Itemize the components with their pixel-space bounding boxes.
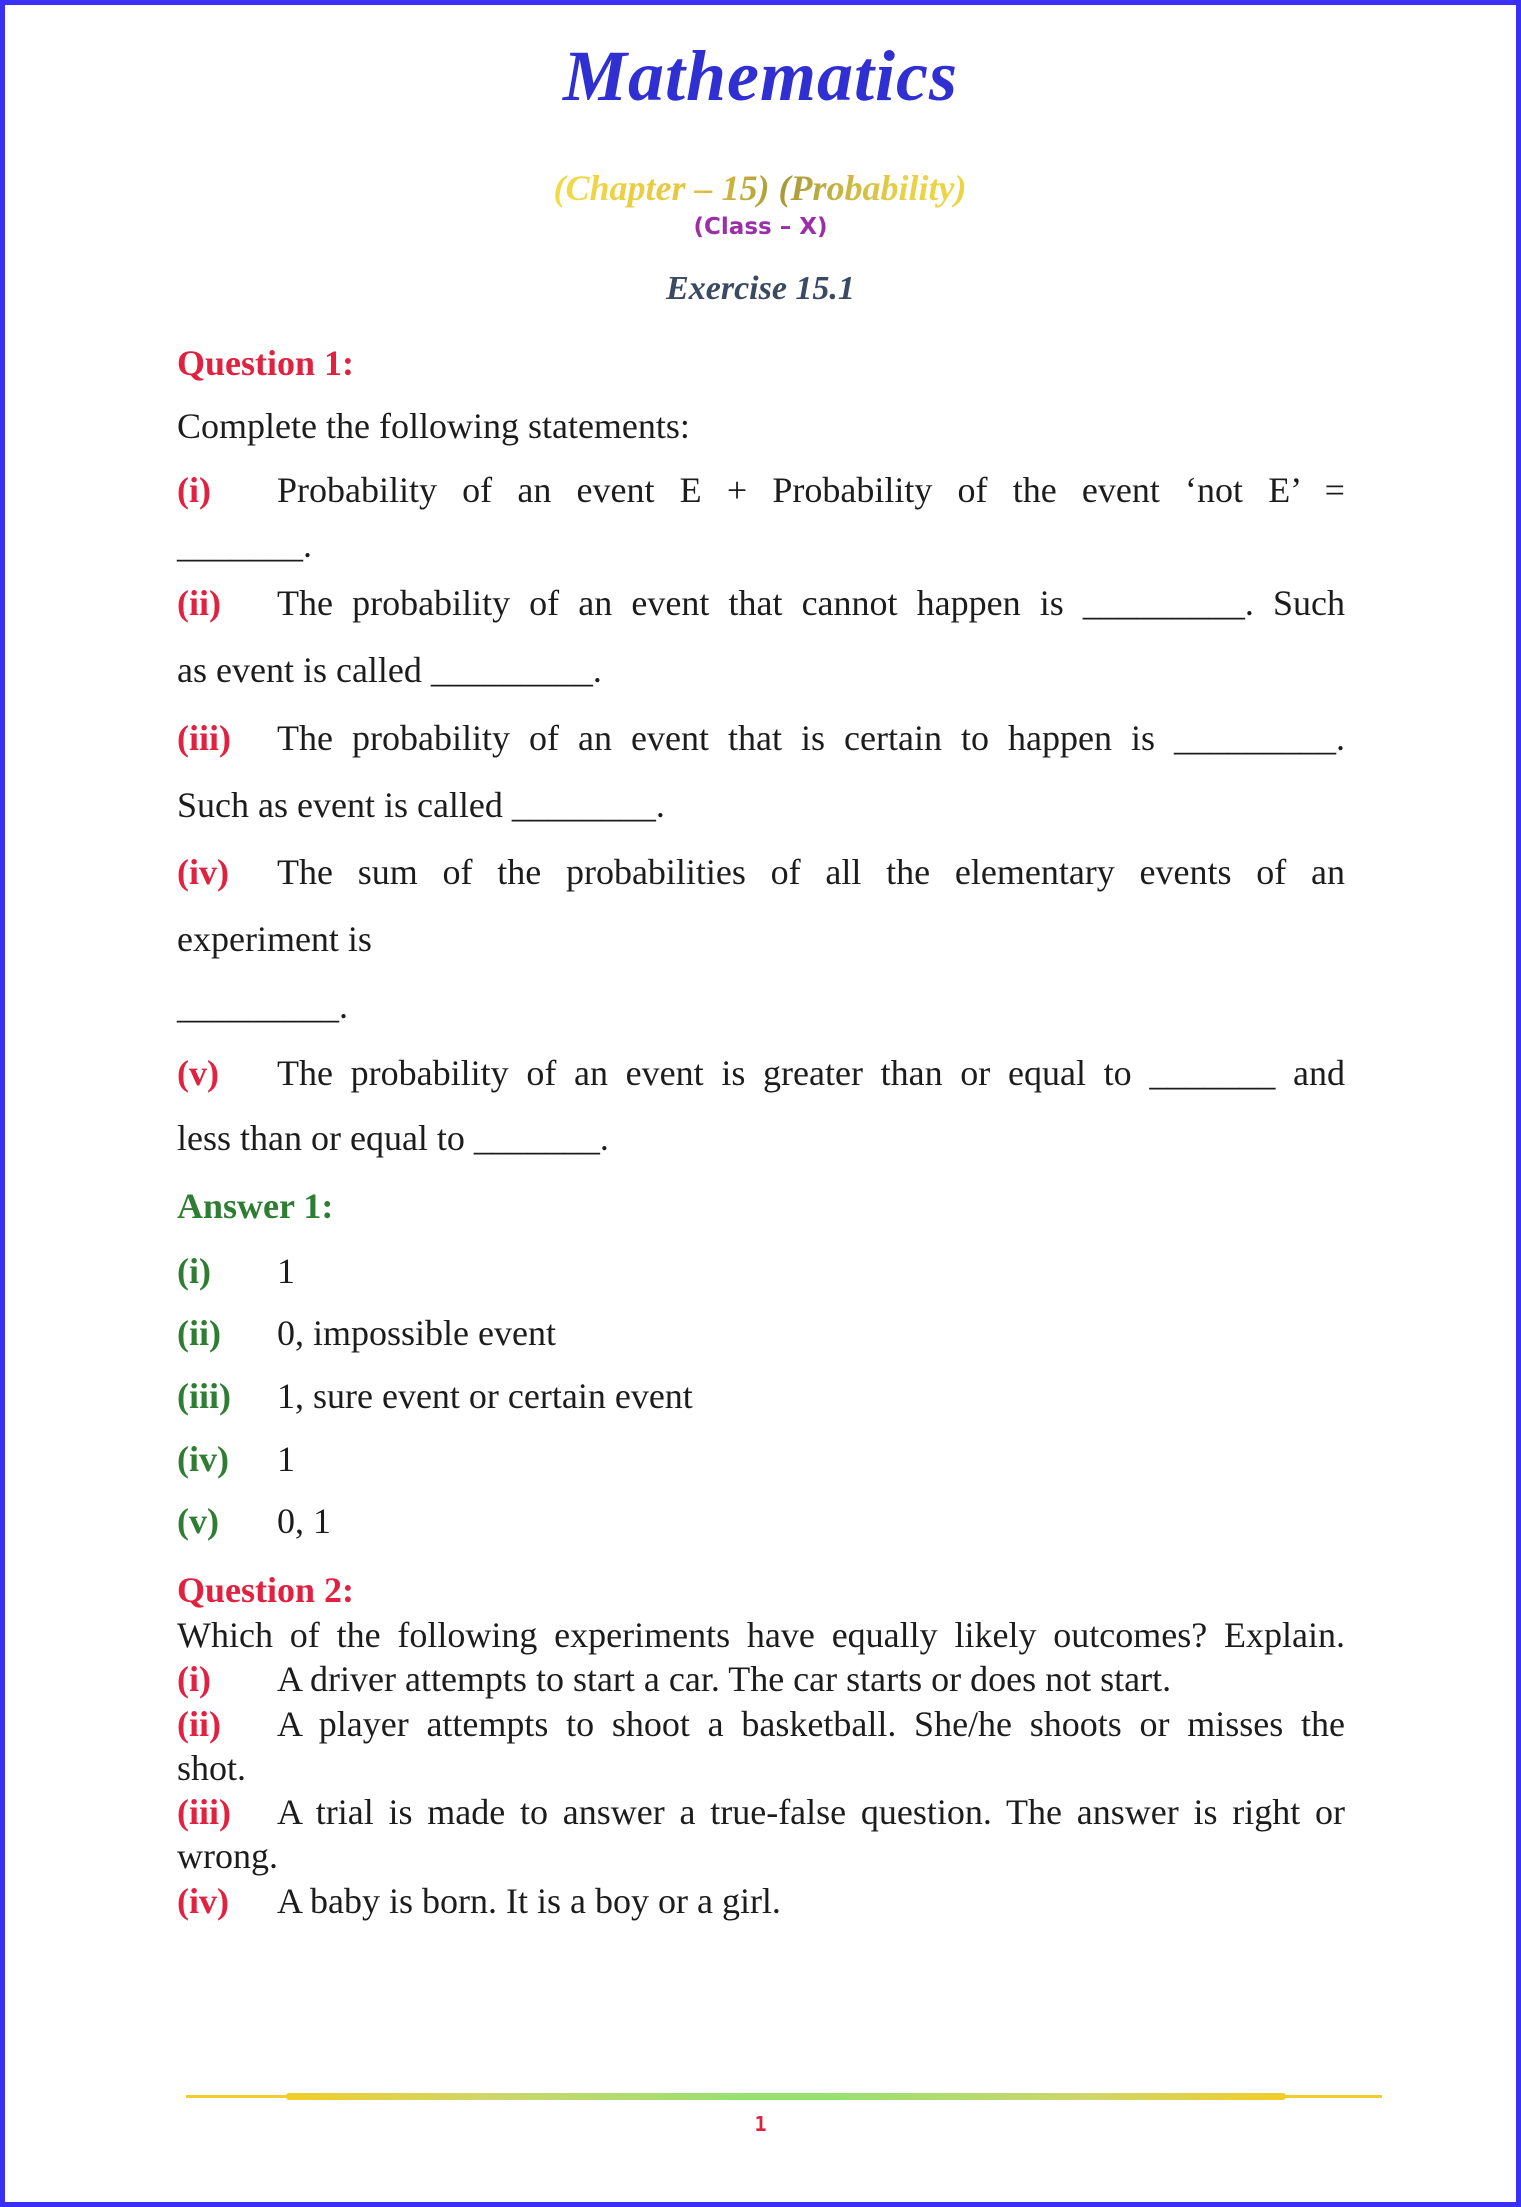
q1-item-i [177,470,1345,510]
item-text: A player attempts to shoot a basketball. She/he shoots or misses the [277,1704,1345,1744]
answer-text: 1 [277,1439,295,1479]
item-label: (iv) [177,852,229,892]
answer-label: (i) [177,1251,211,1291]
q2-item-i [177,1659,1345,1699]
page-number: 1 [754,2112,767,2136]
answer-label: (iii) [177,1376,231,1416]
item-label: (ii) [177,583,221,623]
exercise-heading: Exercise 15.1 [666,270,855,307]
answer-label: (iv) [177,1439,229,1479]
item-label: (iii) [177,1792,231,1832]
answer-text: 0, 1 [277,1501,331,1541]
q1-item-iii [177,718,1345,758]
a1-item-ii [177,1313,1345,1353]
question-2-heading: Question 2: [177,1570,355,1610]
q1-item-ii [177,583,1345,623]
q2-item-ii [177,1704,1345,1744]
item-text: The probability of an event is greater than or equal to _______ and [277,1053,1345,1093]
item-text: The probability of an event that is certain to happen is _________. [277,718,1345,758]
question-1-prompt: Complete the following statements: [177,406,690,446]
chapter-heading: (Chapter – 15) (Probability) [520,166,1000,210]
q1-item-iv [177,852,1345,892]
item-text: A trial is made to answer a true-false question. The answer is right or [277,1792,1345,1832]
answer-text: 1, sure event or certain event [277,1376,693,1416]
question-2-prompt: Which of the following experiments have equally likely outcomes? Explain. [177,1615,1345,1655]
item-label: (i) [177,1659,211,1699]
item-text: The sum of the probabilities of all the elementary events of an [277,852,1345,892]
answer-label: (ii) [177,1313,221,1353]
a1-item-i [177,1251,1345,1291]
q1-item-i-cont: _______. [177,525,312,565]
q1-item-iv-blank: _________. [177,986,348,1026]
q2-item-ii-cont: shot. [177,1748,247,1788]
item-label: (ii) [177,1704,221,1744]
q1-item-iii-cont: Such as event is called ________. [177,785,665,825]
q1-item-ii-cont: as event is called _________. [177,650,602,690]
item-label: (iii) [177,718,231,758]
item-text: The probability of an event that cannot happen is _________. Such [277,583,1345,623]
item-label: (i) [177,470,211,510]
item-label: (iv) [177,1881,229,1921]
answer-label: (v) [177,1501,219,1541]
q2-item-iv [177,1881,1345,1921]
page-title: Mathematics [562,36,958,116]
item-label: (v) [177,1053,219,1093]
footer-divider-highlight [286,2093,1286,2100]
a1-item-iv [177,1439,1345,1479]
answer-1-heading: Answer 1: [177,1186,334,1226]
item-text: A baby is born. It is a boy or a girl. [277,1881,781,1921]
a1-item-iii [177,1376,1345,1416]
class-label: (Class – X) [693,214,828,240]
answer-text: 0, impossible event [277,1313,556,1353]
q2-item-iii [177,1792,1345,1832]
question-1-heading: Question 1: [177,343,355,383]
q1-item-iv-cont: experiment is [177,919,372,959]
q1-item-v [177,1053,1345,1093]
q1-item-v-cont: less than or equal to _______. [177,1118,609,1158]
a1-item-v [177,1501,1345,1541]
answer-text: 1 [277,1251,295,1291]
footer-divider [186,2093,1382,2099]
q2-item-iii-cont: wrong. [177,1836,278,1876]
item-text: Probability of an event E + Probability of the event ‘not E’ = [277,470,1345,510]
item-text: A driver attempts to start a car. The car starts or does not start. [277,1659,1172,1699]
